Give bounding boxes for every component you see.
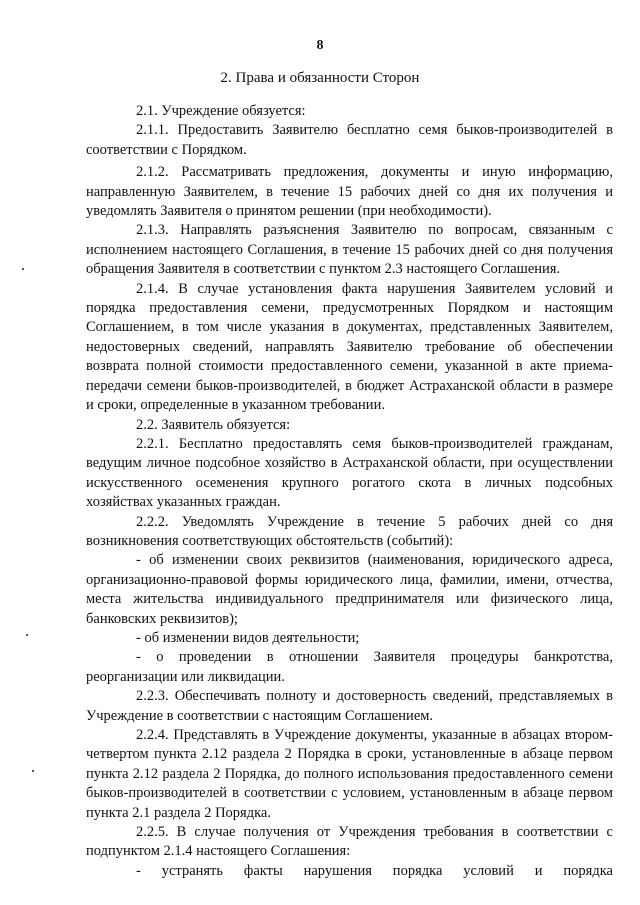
list-item-requisites: - об изменении своих реквизитов (наименования, юридического адреса, организационно-правовой формы юридического лица, фамилии, имени, отчества, места жительства индивидуального предпринимателя или физического лица, банковских реквизитов); bbox=[86, 552, 613, 627]
page-number: 8 bbox=[316, 38, 324, 53]
scan-mark bbox=[32, 770, 34, 772]
paragraph-2-2-3: 2.2.3. Обеспечивать полноту и достоверность сведений, представляемых в Учреждение в соответствии с настоящим Соглашением. bbox=[86, 688, 613, 724]
list-item-bankruptcy: - о проведении в отношении Заявителя процедуры банкротства, реорганизации или ликвидации. bbox=[86, 649, 613, 685]
list-item-activity: - об изменении видов деятельности; bbox=[136, 629, 360, 646]
paragraph-2-2-5: 2.2.5. В случае получения от Учреждения требования в соответствии с подпунктом 2.1.4 настоящего Соглашения: bbox=[86, 824, 613, 860]
paragraph-2-1-2: 2.1.2. Рассматривать предложения, документы и иную информацию, направленную Заявителем, в течение 15 рабочих дней со дня их получения и уведомлять Заявителя о принятом решении (при необходимости). bbox=[86, 164, 613, 220]
list-item-violations: - устранять факты нарушения порядка условий и порядка bbox=[136, 862, 613, 879]
section-heading: 2. Права и обязанности Сторон bbox=[220, 70, 420, 86]
paragraph-2-1-1: 2.1.1. Предоставить Заявителю бесплатно семя быков-производителей в соответствии с Порядком. bbox=[86, 122, 613, 158]
paragraph-2-2-1: 2.2.1. Бесплатно предоставлять семя быков-производителей гражданам, ведущим личное подсобное хозяйство в Астраханской области, при осуществлении искусственного осеменения крупного рогатого скота в личных подсобных хозяйствах указанных граждан. bbox=[86, 435, 613, 511]
paragraph-2-1-3: 2.1.3. Направлять разъяснения Заявителю по вопросам, связанным с исполнением настоящего Соглашения, в течение 15 рабочих дней со дня получения обращения Заявителя в соответствии с пунктом 2.3 настоящего Соглашения. bbox=[86, 222, 613, 278]
paragraph-2-1-4: 2.1.4. В случае установления факта нарушения Заявителем условий и порядка предоставления семени, предусмотренных Порядком и настоящим Соглашением, в том числе указания в документах, представленных Заявителем, недостоверных сведений, направлять Заявителю требование об обеспечении возврата полной стоимости предоставленного семени, указанной в акте приема-передачи семени быков-производителей, в бюджет Астраханской области в размере и сроки, определенные в указанном требовании. bbox=[86, 280, 613, 414]
paragraph-2-2: 2.2. Заявитель обязуется: bbox=[136, 416, 291, 433]
paragraph-2-2-4: 2.2.4. Представлять в Учреждение документы, указанные в абзацах втором-четвертом пункта 2.12 раздела 2 Порядка в сроки, установленные в абзаце первом пункта 2.12 раздела 2 Порядка, до полного использования предоставленного семени быков-производителей в соответствии с условием, установленным в абзаце первом пункта 2.1 раздела 2 Порядка. bbox=[86, 727, 613, 821]
paragraph-2-2-2: 2.2.2. Уведомлять Учреждение в течение 5 рабочих дней со дня возникновения соответствующих обстоятельств (событий): bbox=[86, 513, 613, 549]
scan-mark bbox=[26, 634, 28, 636]
paragraph-2-1: 2.1. Учреждение обязуется: bbox=[136, 103, 306, 119]
scan-mark bbox=[22, 268, 24, 270]
document-body bbox=[86, 102, 613, 881]
